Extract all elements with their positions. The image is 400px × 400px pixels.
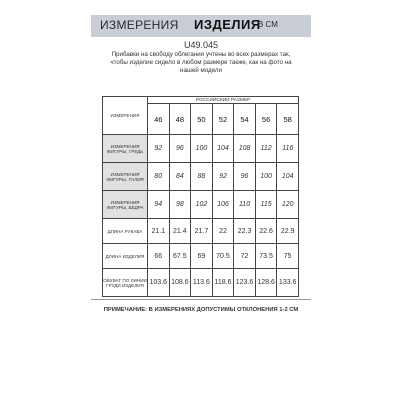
table-cell: 103.6 <box>148 269 170 297</box>
table-cell: 128.6 <box>255 269 277 297</box>
table-cell: 73.5 <box>255 244 277 269</box>
table-cell: 21.4 <box>169 219 191 244</box>
fit-note-line: чтобы изделие сидело в любом размере также, как на фото на <box>110 59 292 66</box>
header-title-main: ИЗДЕЛИЯ <box>194 17 261 32</box>
header-band <box>91 15 311 37</box>
table-cell: 22 <box>212 219 234 244</box>
table-cell: 123.6 <box>234 269 256 297</box>
table-cell: 104 <box>212 135 234 163</box>
table-cell: 133.6 <box>277 269 299 297</box>
table-cell: 69 <box>191 244 213 269</box>
table-row-chest <box>103 135 299 163</box>
table-cell: 100 <box>191 135 213 163</box>
size-50: 50 <box>191 104 213 135</box>
table-row-sleeve <box>103 219 299 244</box>
table-cell: 96 <box>169 135 191 163</box>
size-58: 58 <box>277 104 299 135</box>
size-table <box>102 96 299 297</box>
table-cell: 72 <box>234 244 256 269</box>
table-row-garment-chest <box>103 269 299 297</box>
corner-label: ИЗМЕРЕНИЯ <box>103 97 148 135</box>
row-label: ДЛИНА РУКАВА <box>103 219 148 244</box>
table-row-length <box>103 244 299 269</box>
table-cell: 100 <box>255 163 277 191</box>
row-label: ОБХВАТ ПО ЛИНИИ ГРУДИ ИЗДЕЛИЯ <box>103 269 148 297</box>
size-48: 48 <box>169 104 191 135</box>
table-cell: 66 <box>148 244 170 269</box>
table-cell: 75 <box>277 244 299 269</box>
table-row-hips <box>103 191 299 219</box>
table-cell: 67.5 <box>169 244 191 269</box>
article-number: U49.045 <box>183 40 219 50</box>
russian-size-label: РОССИЙСКИЙ РАЗМЕР <box>148 97 299 104</box>
table-cell: 94 <box>148 191 170 219</box>
table-cell: 92 <box>148 135 170 163</box>
table-cell: 104 <box>277 163 299 191</box>
row-label: ИЗМЕРЕНИЯ ФИГУРЫ, ГРУДЬ <box>103 135 148 163</box>
table-cell: 108.6 <box>169 269 191 297</box>
size-52: 52 <box>212 104 234 135</box>
table-cell: 96 <box>234 163 256 191</box>
row-label: ДЛИНА ИЗДЕЛИЯ <box>103 244 148 269</box>
table-cell: 80 <box>148 163 170 191</box>
table-cell: 108 <box>234 135 256 163</box>
table-cell: 88 <box>191 163 213 191</box>
table-cell: 98 <box>169 191 191 219</box>
row-label: ИЗМЕРЕНИЯ ФИГУРЫ, ТАЛИЯ <box>103 163 148 191</box>
table-cell: 22.9 <box>277 219 299 244</box>
fit-note-line: нашей модели <box>180 67 222 74</box>
table-cell: 92 <box>212 163 234 191</box>
table-cell: 118.6 <box>212 269 234 297</box>
table-cell: 84 <box>169 163 191 191</box>
footer-note: ПРИМЕЧАНИЕ: В ИЗМЕРЕНИЯХ ДОПУСТИМЫ ОТКЛОНЕНИЯ 1-2 СМ <box>103 307 299 313</box>
table-cell: 22.6 <box>255 219 277 244</box>
table-row-waist <box>103 163 299 191</box>
table-cell: 22.3 <box>234 219 256 244</box>
footer-divider <box>91 299 311 300</box>
header-title-left: ИЗМЕРЕНИЯ <box>100 18 179 32</box>
size-chart-page <box>91 0 311 400</box>
size-56: 56 <box>255 104 277 135</box>
table-cell: 70.5 <box>212 244 234 269</box>
table-cell: 112 <box>255 135 277 163</box>
fit-note <box>91 51 311 75</box>
row-label: ИЗМЕРЕНИЯ ФИГУРЫ, БЕДРА <box>103 191 148 219</box>
table-cell: 102 <box>191 191 213 219</box>
table-cell: 116 <box>277 135 299 163</box>
table-cell: 106 <box>212 191 234 219</box>
table-cell: 110 <box>234 191 256 219</box>
table-cell: 21.1 <box>148 219 170 244</box>
table-cell: 21.7 <box>191 219 213 244</box>
header-unit: В СМ <box>258 20 278 29</box>
table-cell: 120 <box>277 191 299 219</box>
table-cell: 113.6 <box>191 269 213 297</box>
size-46: 46 <box>148 104 170 135</box>
table-cell: 115 <box>255 191 277 219</box>
fit-note-line: Прибавки на свободу облегания учтены во всех размерах так, <box>111 51 291 58</box>
size-54: 54 <box>234 104 256 135</box>
